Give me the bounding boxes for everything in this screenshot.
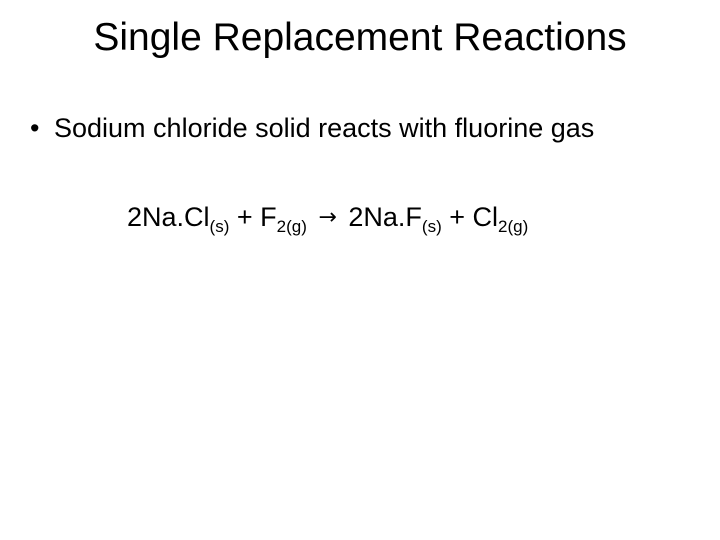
bullet-item bbox=[30, 110, 594, 146]
product-chlorine bbox=[472, 202, 529, 236]
bullet-symbol: • bbox=[30, 113, 40, 143]
chemical-equation bbox=[127, 199, 528, 236]
product-2-state: 2(g) bbox=[498, 217, 529, 236]
plus-sign-2: + bbox=[449, 202, 466, 232]
product-1-state: (s) bbox=[421, 217, 442, 236]
reactant-2-state: 2(g) bbox=[276, 217, 307, 236]
plus-sign-1: + bbox=[236, 202, 253, 232]
reactant-sodium-chloride bbox=[127, 202, 230, 236]
reactant-fluorine bbox=[260, 202, 307, 236]
reactant-1-formula: 2Na.Cl bbox=[127, 202, 210, 232]
reactant-1-state: (s) bbox=[209, 217, 230, 236]
product-2-formula: Cl bbox=[472, 202, 499, 232]
slide-title: Single Replacement Reactions bbox=[93, 16, 627, 59]
bullet-text: Sodium chloride solid reacts with fluorine gas bbox=[54, 113, 595, 143]
product-1-formula: 2Na.F bbox=[348, 202, 422, 232]
reaction-arrow-icon: → bbox=[318, 205, 337, 230]
reactant-2-formula: F bbox=[260, 202, 277, 232]
product-sodium-fluoride bbox=[348, 202, 442, 236]
